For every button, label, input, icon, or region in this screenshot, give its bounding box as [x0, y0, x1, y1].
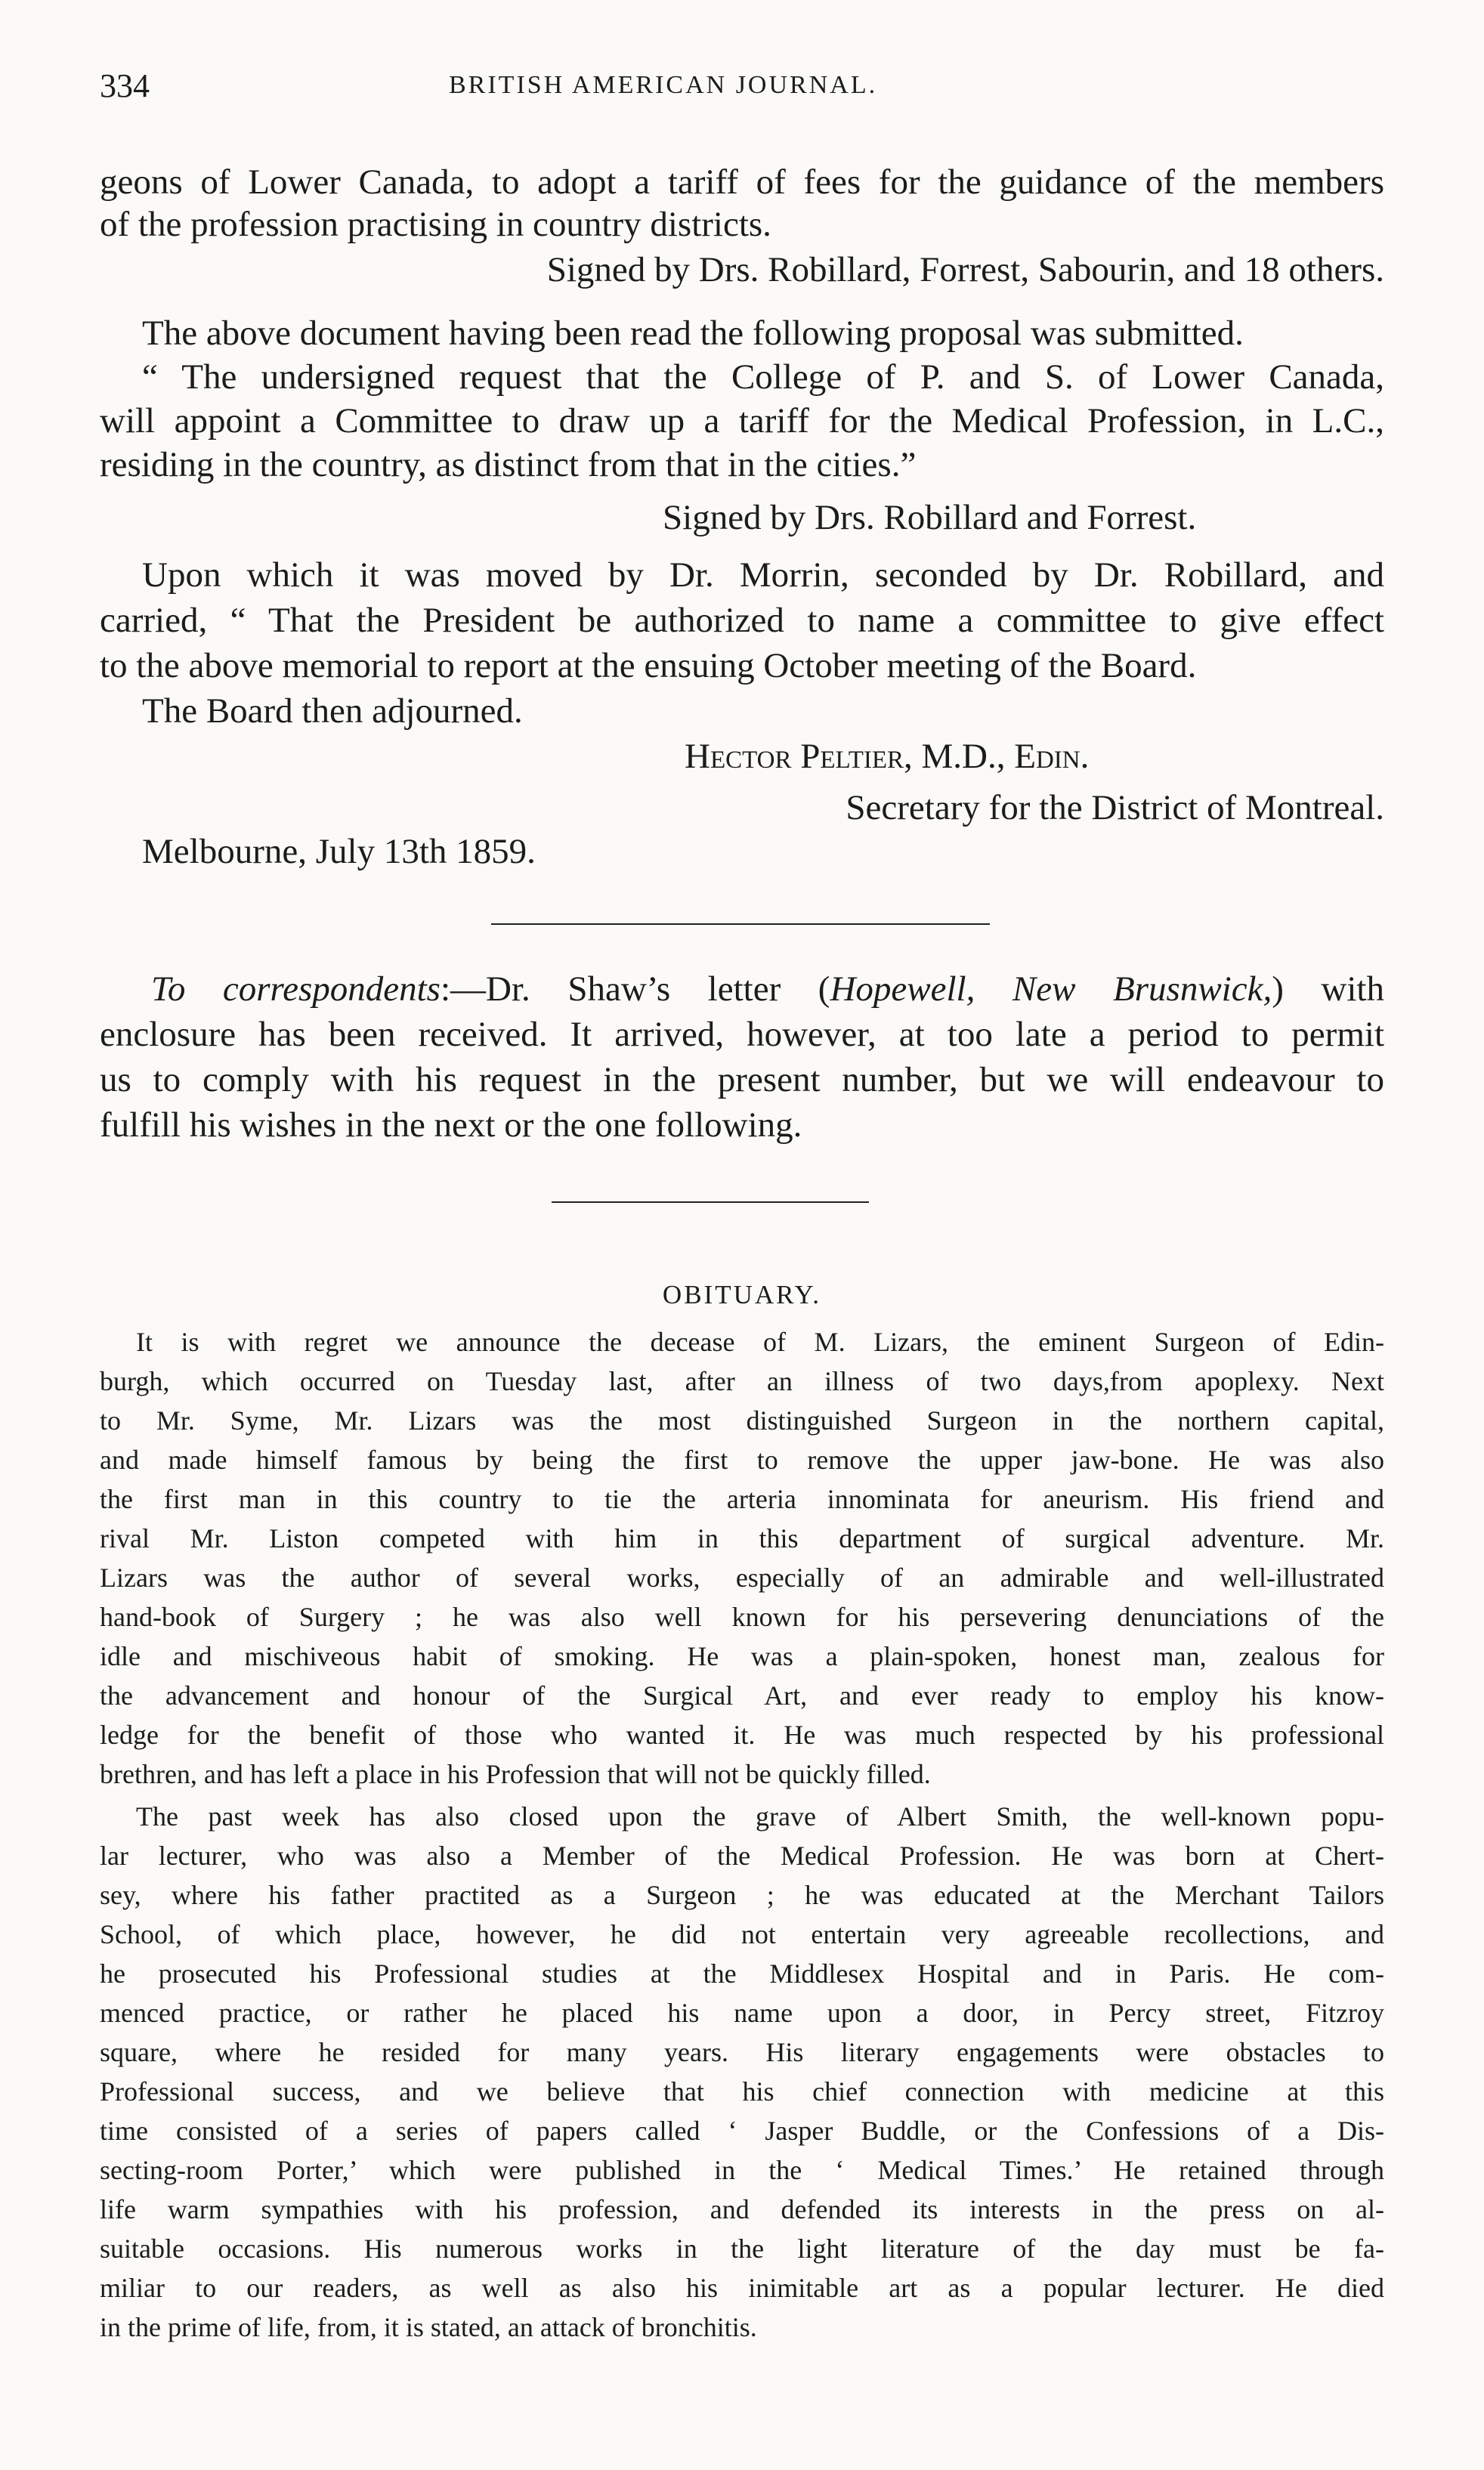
obituary-line: Lizars was the author of several works, especially of an admirable and well-illustrated [100, 1563, 1384, 1593]
section-divider-1 [491, 923, 990, 925]
obituary-line: lar lecturer, who was also a Member of the Medical Profession. He was born at Chert- [100, 1841, 1384, 1871]
signature-line-1: Signed by Drs. Robillard, Forrest, Sabourin, and 18 others. [546, 250, 1384, 289]
obituary-line: brethren, and has left a place in his Profession that will not be quickly filled. [100, 1759, 931, 1789]
obituary-line: and made himself famous by being the first to remove the upper jaw-bone. He was also [100, 1445, 1384, 1475]
motion-line-1: Upon which it was moved by Dr. Morrin, seconded by Dr. Robillard, and [142, 555, 1384, 595]
running-title: BRITISH AMERICAN JOURNAL. [449, 71, 878, 99]
correspondents-line-4: fulfill his wishes in the next or the one following. [100, 1105, 802, 1145]
page-number: 334 [100, 67, 150, 104]
correspondents-line-1 [151, 967, 1384, 1011]
correspondents-line-2: enclosure has been received. It arrived, however, at too late a period to permit [100, 1015, 1384, 1054]
obituary-line: the first man in this country to tie the arteria innominata for aneurism. His friend and [100, 1484, 1384, 1514]
correspondents-mid: :—Dr. Shaw’s letter ( [440, 969, 830, 1009]
adjourned-line: The Board then adjourned. [142, 691, 523, 731]
proposal-line-1: “ The undersigned request that the College of P. and S. of Lower Canada, [142, 357, 1384, 397]
obituary-title: OBITUARY. [662, 1280, 822, 1309]
signature-line-2: Signed by Drs. Robillard and Forrest. [663, 498, 1197, 537]
obituary-line: School, of which place, however, he did not entertain very agreeable recollections, and [100, 1919, 1384, 1949]
obituary-line: the advancement and honour of the Surgical Art, and ever ready to employ his know- [100, 1680, 1384, 1711]
obituary-line: to Mr. Syme, Mr. Lizars was the most distinguished Surgeon in the northern capital, [100, 1405, 1384, 1436]
obituary-line: Professional success, and we believe that his chief connection with medicine at this [100, 2076, 1384, 2107]
correspondents-place: Hopewell, New Brusnwick, [830, 969, 1272, 1009]
page-header [100, 66, 1384, 112]
obituary-line: secting-room Porter,’ which were published in the ‘ Medical Times.’ He retained through [100, 2155, 1384, 2185]
obituary-line: in the prime of life, from, it is stated, an attack of bronchitis. [100, 2312, 757, 2342]
correspondents-line-3: us to comply with his request in the present number, but we will endeavour to [100, 1060, 1384, 1099]
obituary-line: idle and mischiveous habit of smoking. He was a plain-spoken, honest man, zealous for [100, 1641, 1384, 1671]
obituary-line: rival Mr. Liston competed with him in this department of surgical adventure. Mr. [100, 1523, 1384, 1553]
section-divider-2 [552, 1201, 869, 1203]
memorial-line-1: geons of Lower Canada, to adopt a tariff of fees for the guidance of the members [100, 162, 1384, 202]
proposal-intro: The above document having been read the following proposal was submitted. [142, 314, 1244, 353]
proposal-line-3: residing in the country, as distinct from that in the cities.” [100, 445, 917, 484]
place-date: Melbourne, July 13th 1859. [142, 832, 536, 871]
secretary-name: Hector Peltier, M.D., Edin. [685, 737, 1090, 776]
obituary-line: he prosecuted his Professional studies at the Middlesex Hospital and in Paris. He com- [100, 1958, 1384, 1989]
obituary-line: life warm sympathies with his profession, and defended its interests in the press on al- [100, 2194, 1384, 2224]
correspondents-end: ) with [1272, 969, 1384, 1009]
obituary-line: ledge for the benefit of those who wanted it. He was much respected by his professional [100, 1720, 1384, 1750]
obituary-line: menced practice, or rather he placed his name upon a door, in Percy street, Fitzroy [100, 1998, 1384, 2028]
obituary-line: suitable occasions. His numerous works in the light literature of the day must be fa- [100, 2234, 1384, 2264]
correspondents-lead: To correspondents [151, 969, 441, 1009]
motion-line-2: carried, “ That the President be authorized to name a committee to give effect [100, 601, 1384, 640]
obituary-line: time consisted of a series of papers called ‘ Jasper Buddle, or the Confessions of a Dis- [100, 2116, 1384, 2146]
obituary-line: burgh, which occurred on Tuesday last, after an illness of two days,from apoplexy. Next [100, 1366, 1384, 1396]
secretary-title: Secretary for the District of Montreal. [846, 788, 1384, 827]
obituary-line: The past week has also closed upon the grave of Albert Smith, the well-known popu- [136, 1801, 1384, 1832]
motion-line-3: to the above memorial to report at the ensuing October meeting of the Board. [100, 646, 1197, 685]
obituary-line: square, where he resided for many years. His literary engagements were obstacles to [100, 2037, 1384, 2067]
obituary-line: sey, where his father practited as a Surgeon ; he was educated at the Merchant Tailors [100, 1880, 1384, 1910]
proposal-line-2: will appoint a Committee to draw up a tariff for the Medical Profession, in L.C., [100, 401, 1384, 441]
memorial-line-2: of the profession practising in country districts. [100, 205, 771, 244]
obituary-line: It is with regret we announce the decease of M. Lizars, the eminent Surgeon of Edin- [136, 1327, 1384, 1357]
obituary-line: miliar to our readers, as well as also his inimitable art as a popular lecturer. He died [100, 2273, 1384, 2303]
obituary-line: hand-book of Surgery ; he was also well known for his persevering denunciations of the [100, 1602, 1384, 1632]
